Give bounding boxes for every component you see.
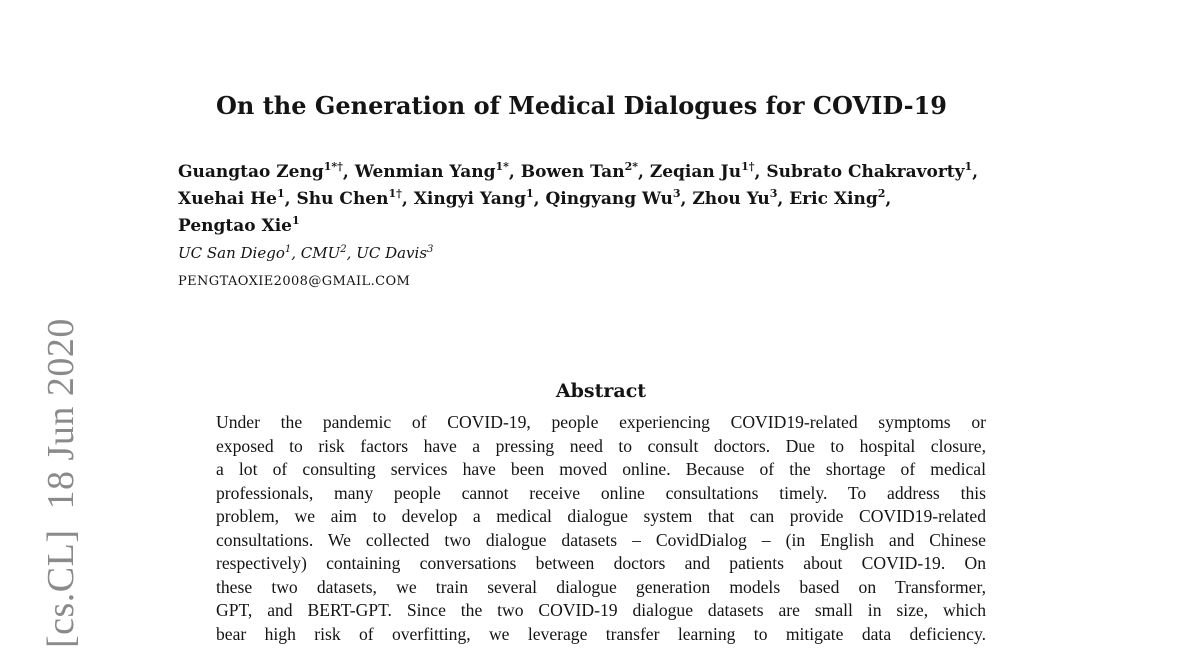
author-mark: 1† (741, 160, 755, 173)
author-sep: , (533, 189, 546, 209)
abstract-body (216, 411, 986, 646)
author-name: Shu Chen (296, 189, 389, 209)
affiliation-sep: , (346, 244, 357, 262)
abstract-heading: Abstract (555, 380, 647, 402)
arxiv-stamp-text (42, 318, 80, 648)
abstract-line: problem, we aim to develop a medical dialogue system that can provide COVID19-related (216, 506, 986, 526)
author-mark: 1*† (323, 160, 343, 173)
affiliation-list (178, 242, 433, 264)
author-name: Xuehai He (178, 189, 277, 209)
affiliation-mark: 2 (340, 244, 347, 255)
arxiv-category: [cs.CL] (40, 529, 82, 648)
author-mark: 1 (964, 160, 973, 173)
affiliation-name: UC San Diego (178, 244, 285, 262)
author-mark: 2 (877, 187, 886, 200)
author-sep: , (680, 189, 693, 209)
abstract-line: consultations. We collected two dialogue datasets – CovidDialog – (in English and Chinese (216, 529, 986, 550)
author-sep: , (754, 162, 767, 182)
contact-email[interactable]: PENGTAOXIE2008@GMAIL.COM (178, 274, 411, 289)
affiliation-sep: , (291, 244, 301, 262)
author-name: Subrato Chakravorty (766, 162, 965, 182)
author-mark: 1 (277, 187, 285, 200)
author-sep: , (777, 189, 790, 209)
abstract-line: Under the pandemic of COVID-19, people experiencing COVID19-related symptoms or (216, 412, 986, 432)
paper-title: On the Generation of Medical Dialogues for COVID-19 (216, 91, 947, 120)
author-mark: 1* (495, 160, 509, 173)
author-sep: , (972, 162, 979, 182)
abstract-line: bear high risk of overfitting, we leverage transfer learning to mitigate data deficiency. (216, 623, 986, 644)
affiliation-name: UC Davis (356, 244, 428, 262)
author-name: Bowen Tan (520, 162, 625, 182)
author-sep: , (637, 162, 650, 182)
author-name: Zeqian Ju (649, 162, 742, 182)
author-line-3 (178, 213, 1128, 240)
author-name: Pengtao Xie (178, 216, 292, 236)
author-sep: , (342, 162, 355, 182)
affiliation-mark: 1 (284, 244, 292, 255)
abstract-line: these two datasets, we train several dialogue generation models based on Transformer, (216, 576, 986, 597)
arxiv-sidebar-stamp (12, 318, 82, 648)
author-name: Eric Xing (789, 189, 878, 209)
author-name: Guangtao Zeng (178, 162, 324, 182)
author-line-1 (178, 159, 1128, 186)
affiliation-mark: 3 (427, 244, 434, 255)
arxiv-date: 18 Jun 2020 (40, 318, 82, 510)
author-name: Zhou Yu (692, 189, 770, 209)
author-list (178, 159, 1128, 240)
abstract-line: exposed to risk factors have a pressing need to consult doctors. Due to hospital closure, (216, 435, 986, 456)
author-name: Wenmian Yang (354, 162, 496, 182)
author-line-2 (178, 186, 1128, 213)
author-mark: 1† (388, 187, 402, 200)
author-name: Xingyi Yang (413, 189, 526, 209)
author-name: Qingyang Wu (545, 189, 673, 209)
abstract-line: professionals, many people cannot receive online consultations timely. To address this (216, 482, 986, 503)
author-mark: 2* (624, 160, 638, 173)
author-sep: , (401, 189, 414, 209)
author-mark: 3 (769, 187, 778, 200)
affiliation-name: CMU (300, 244, 341, 262)
author-mark: 1 (525, 187, 534, 200)
author-sep: , (885, 189, 892, 209)
author-mark: 1 (291, 214, 300, 227)
abstract-line: a lot of consulting services have been moved online. Because of the shortage of medical (216, 459, 986, 479)
abstract-line: GPT, and BERT-GPT. Since the two COVID-19 dialogue datasets are small in size, which (216, 600, 986, 620)
author-sep: , (508, 162, 521, 182)
author-sep: , (284, 189, 297, 209)
abstract-line: respectively) containing conversations between doctors and patients about COVID-19. On (216, 553, 986, 573)
author-mark: 3 (672, 187, 681, 200)
